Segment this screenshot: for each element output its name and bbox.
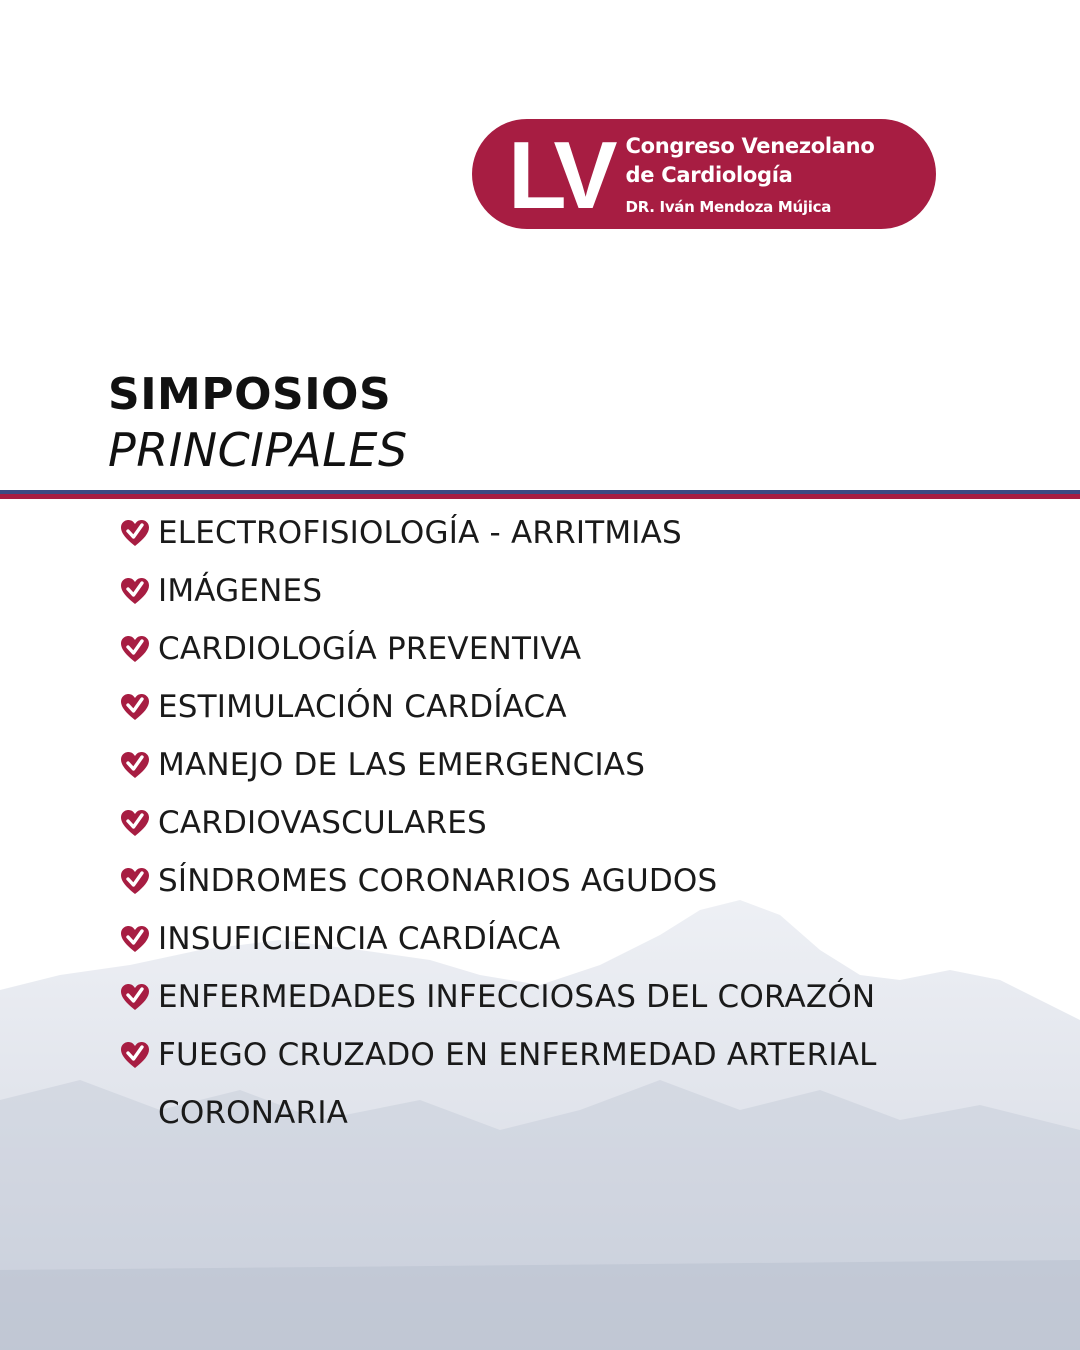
heart-check-icon [120,678,152,736]
heading-title: SIMPOSIOS [108,369,392,420]
list-item-label: MANEJO DE LAS EMERGENCIAS [158,747,646,783]
list-item-label: ESTIMULACIÓN CARDÍACA [158,689,567,725]
list-item [120,794,1020,852]
logo-title-line-1: Congreso Venezolano [625,134,875,158]
logo-title-line-2: de Cardiología [625,163,793,187]
heart-check-icon [120,1026,152,1084]
heading-subtitle: PRINCIPALES [108,423,408,477]
heart-check-icon [120,794,152,852]
list-item [120,852,1020,910]
list-item-label: IMÁGENES [158,573,323,609]
heart-check-icon [120,968,152,1026]
list-item-label: CARDIOVASCULARES [158,805,487,841]
list-item [120,620,1020,678]
heart-check-icon [120,562,152,620]
logo-subtitle: DR. Iván Mendoza Mújica [625,198,832,216]
heart-check-icon [120,620,152,678]
list-item-label: FUEGO CRUZADO EN ENFERMEDAD ARTERIAL CORONARIA [158,1037,877,1131]
list-item-label: ELECTROFISIOLOGÍA - ARRITMIAS [158,515,682,551]
logo-mark: LV [508,122,612,229]
heart-check-icon [120,852,152,910]
list-item [120,736,1020,794]
divider-bar [0,490,1080,499]
list-item [120,968,1020,1026]
list-item-label: INSUFICIENCIA CARDÍACA [158,921,561,957]
symposia-list [120,504,1020,1142]
heart-check-icon [120,910,152,968]
congress-logo [472,119,936,229]
list-item-label: SÍNDROMES CORONARIOS AGUDOS [158,863,718,899]
list-item [120,910,1020,968]
list-item-label: ENFERMEDADES INFECCIOSAS DEL CORAZÓN [158,979,876,1015]
list-item [120,504,1020,562]
list-item [120,678,1020,736]
heart-check-icon [120,504,152,562]
list-item [120,1026,1020,1142]
logo-text [626,132,875,216]
section-heading [108,368,408,478]
heart-check-icon [120,736,152,794]
list-item-label: CARDIOLOGÍA PREVENTIVA [158,631,582,667]
list-item [120,562,1020,620]
